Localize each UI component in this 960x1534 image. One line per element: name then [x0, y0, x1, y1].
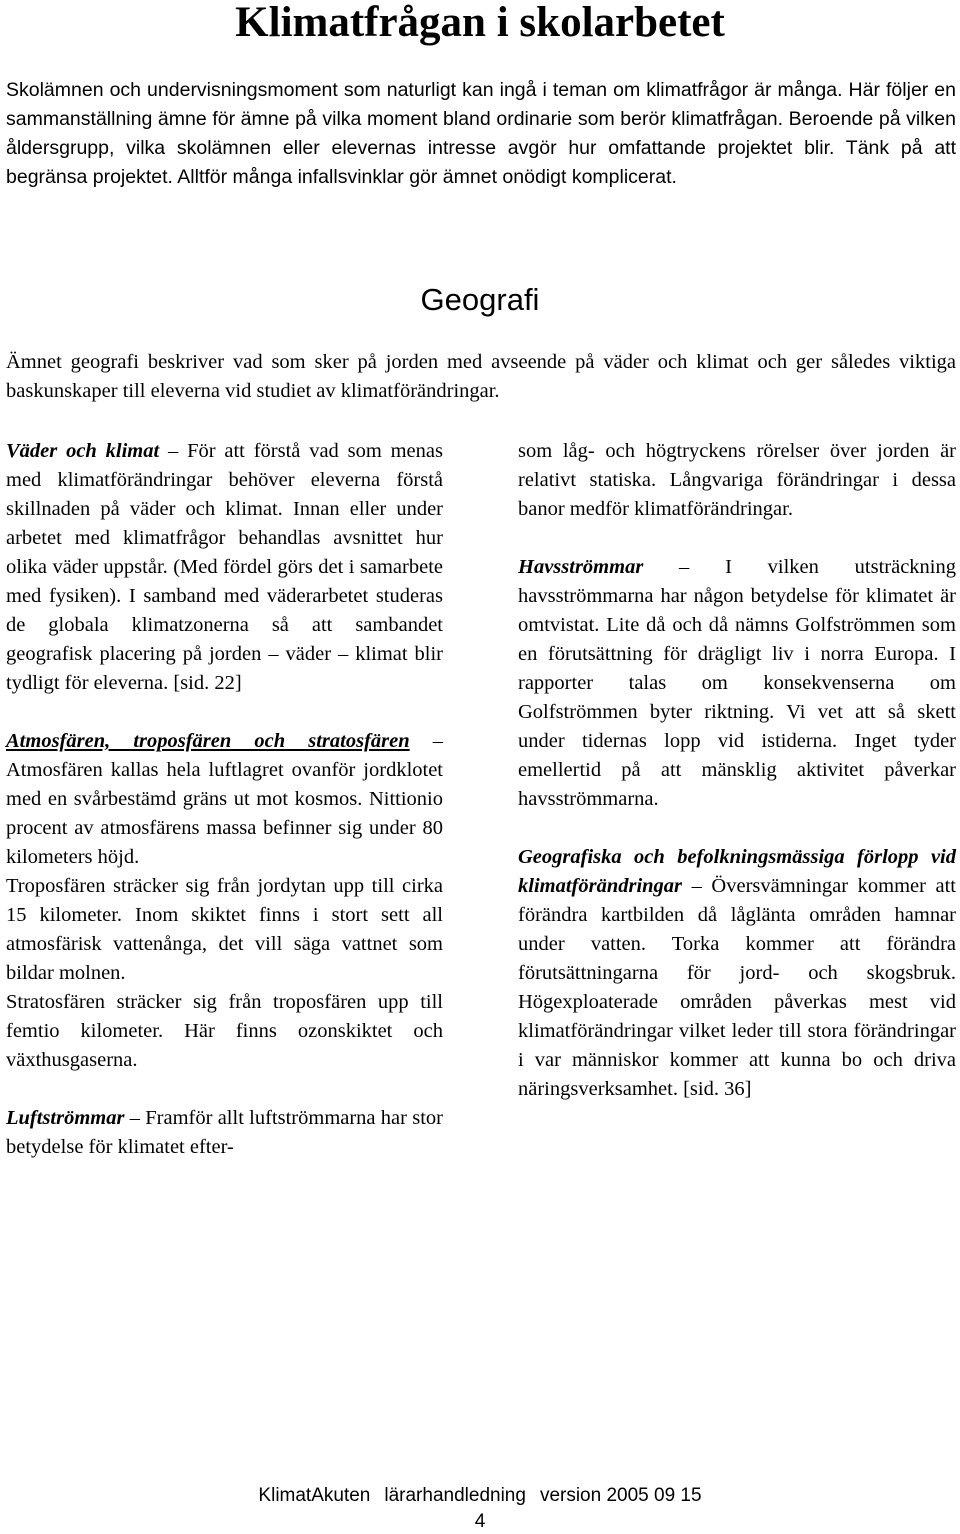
- stratosphere-paragraph: Stratosfären sträcker sig från troposfären upp till femtio kilometer. Här finns ozonskiktet och växthusgaserna.: [6, 991, 443, 1071]
- geographic-processes-term: Geografiska och befolkningsmässiga förlopp vid klimatförändringar: [518, 846, 956, 897]
- weather-climate-term: Väder och klimat: [6, 440, 160, 462]
- geography-intro-paragraph: Ämnet geografi beskriver vad som sker på jorden med avseende på väder och klimat och ger således viktiga baskunskaper till eleverna vid studiet av klimatförändringar.: [6, 351, 956, 402]
- page-footer: [0, 1484, 960, 1508]
- troposphere-paragraph: Troposfären sträcker sig från jordytan upp till cirka 15 kilometer. Inom skiktet finns i stort sett all atmosfärisk vattenånga, det vill säga vattnet som bildar molnen.: [6, 875, 443, 984]
- atmosphere-term: Atmosfären, troposfären och stratosfären: [6, 730, 410, 752]
- left-column: [6, 437, 443, 1162]
- section-heading: Geografi: [420, 282, 540, 317]
- page-number: 4: [474, 1511, 486, 1532]
- atmosphere-paragraph: [6, 727, 443, 872]
- ocean-currents-term: Havsströmmar: [518, 556, 644, 578]
- air-currents-text: – Framför allt luftströmmarna har stor betydelse för klimatet efter-: [6, 1107, 443, 1158]
- air-currents-paragraph: [6, 1104, 443, 1162]
- right-column: [518, 437, 956, 1104]
- weather-climate-paragraph: [6, 437, 443, 698]
- air-currents-term: Luftströmmar: [6, 1107, 125, 1129]
- footer-version: version 2005 09 15: [539, 1485, 702, 1506]
- atmosphere-text: – Atmosfären kallas hela luftlagret ovanför jordklotet med en svårbestämd gräns ut mot kosmos. Nittionio procent av atmosfärens massa befinner sig under 80 kilometers höjd.: [6, 730, 443, 868]
- weather-climate-text: – För att förstå vad som menas med klimatförändringar behöver eleverna förstå skillnaden på väder och klimat. Innan eller under arbetet med klimatfrågor behandlas avsnittet hur olika väder uppstår. (Med fördel görs det i samarbete med fysiken). I samband med väderarbetet studeras de globala klimatzonerna så att sambandet geografisk placering på jorden – väder – klimat blir tydligt för eleverna. [sid. 22]: [6, 440, 443, 694]
- footer-document: lärarhandledning: [384, 1485, 526, 1506]
- geographic-processes-text: – Översvämningar kommer att förändra kartbilden då låglänta områden hamnar under vatten. Torka kommer att förändra förutsättningarna för jord- och skogsbruk. Högexploaterade områden påverkas mest vid klimatförändringar vilket leder till stora förändringar i var människor kommer att kunna bo och driva näringsverksamhet. [sid. 36]: [518, 875, 956, 1100]
- air-currents-continued-paragraph: som låg- och högtryckens rörelser över jorden är relativt statiska. Långvariga förändringar i dessa banor medför klimatförändringar.: [518, 440, 956, 520]
- ocean-currents-paragraph: [518, 553, 956, 814]
- page-title: Klimatfrågan i skolarbetet: [235, 0, 725, 46]
- intro-paragraph: Skolämnen och undervisningsmoment som naturligt kan ingå i teman om klimatfrågor är många. Här följer en sammanställning ämne för ämne på vilka moment bland ordinarie som berör klimatfrågan. Beroende på vilken åldersgrupp, vilka skolämnen eller elevernas intresse avgör hur omfattande projektet blir. Tänk på att begränsa projektet. Alltför många infallsvinklar gör ämnet onödigt komplicerat.: [6, 79, 956, 188]
- geographic-processes-paragraph: [518, 843, 956, 1104]
- ocean-currents-text: – I vilken utsträckning havsströmmarna har någon betydelse för klimatet är omtvistat. Lite då och då nämns Golfströmmen som en förutsättning för drägligt liv i norra Europa. I rapporter talas om konsekvenserna om Golfströmmen byter riktning. Vi vet att så skett under tidernas lopp vid istiderna. Inget tyder emellertid på att mänsklig aktivitet påverkar havsströmmarna.: [518, 556, 956, 810]
- footer-brand: KlimatAkuten: [258, 1485, 371, 1506]
